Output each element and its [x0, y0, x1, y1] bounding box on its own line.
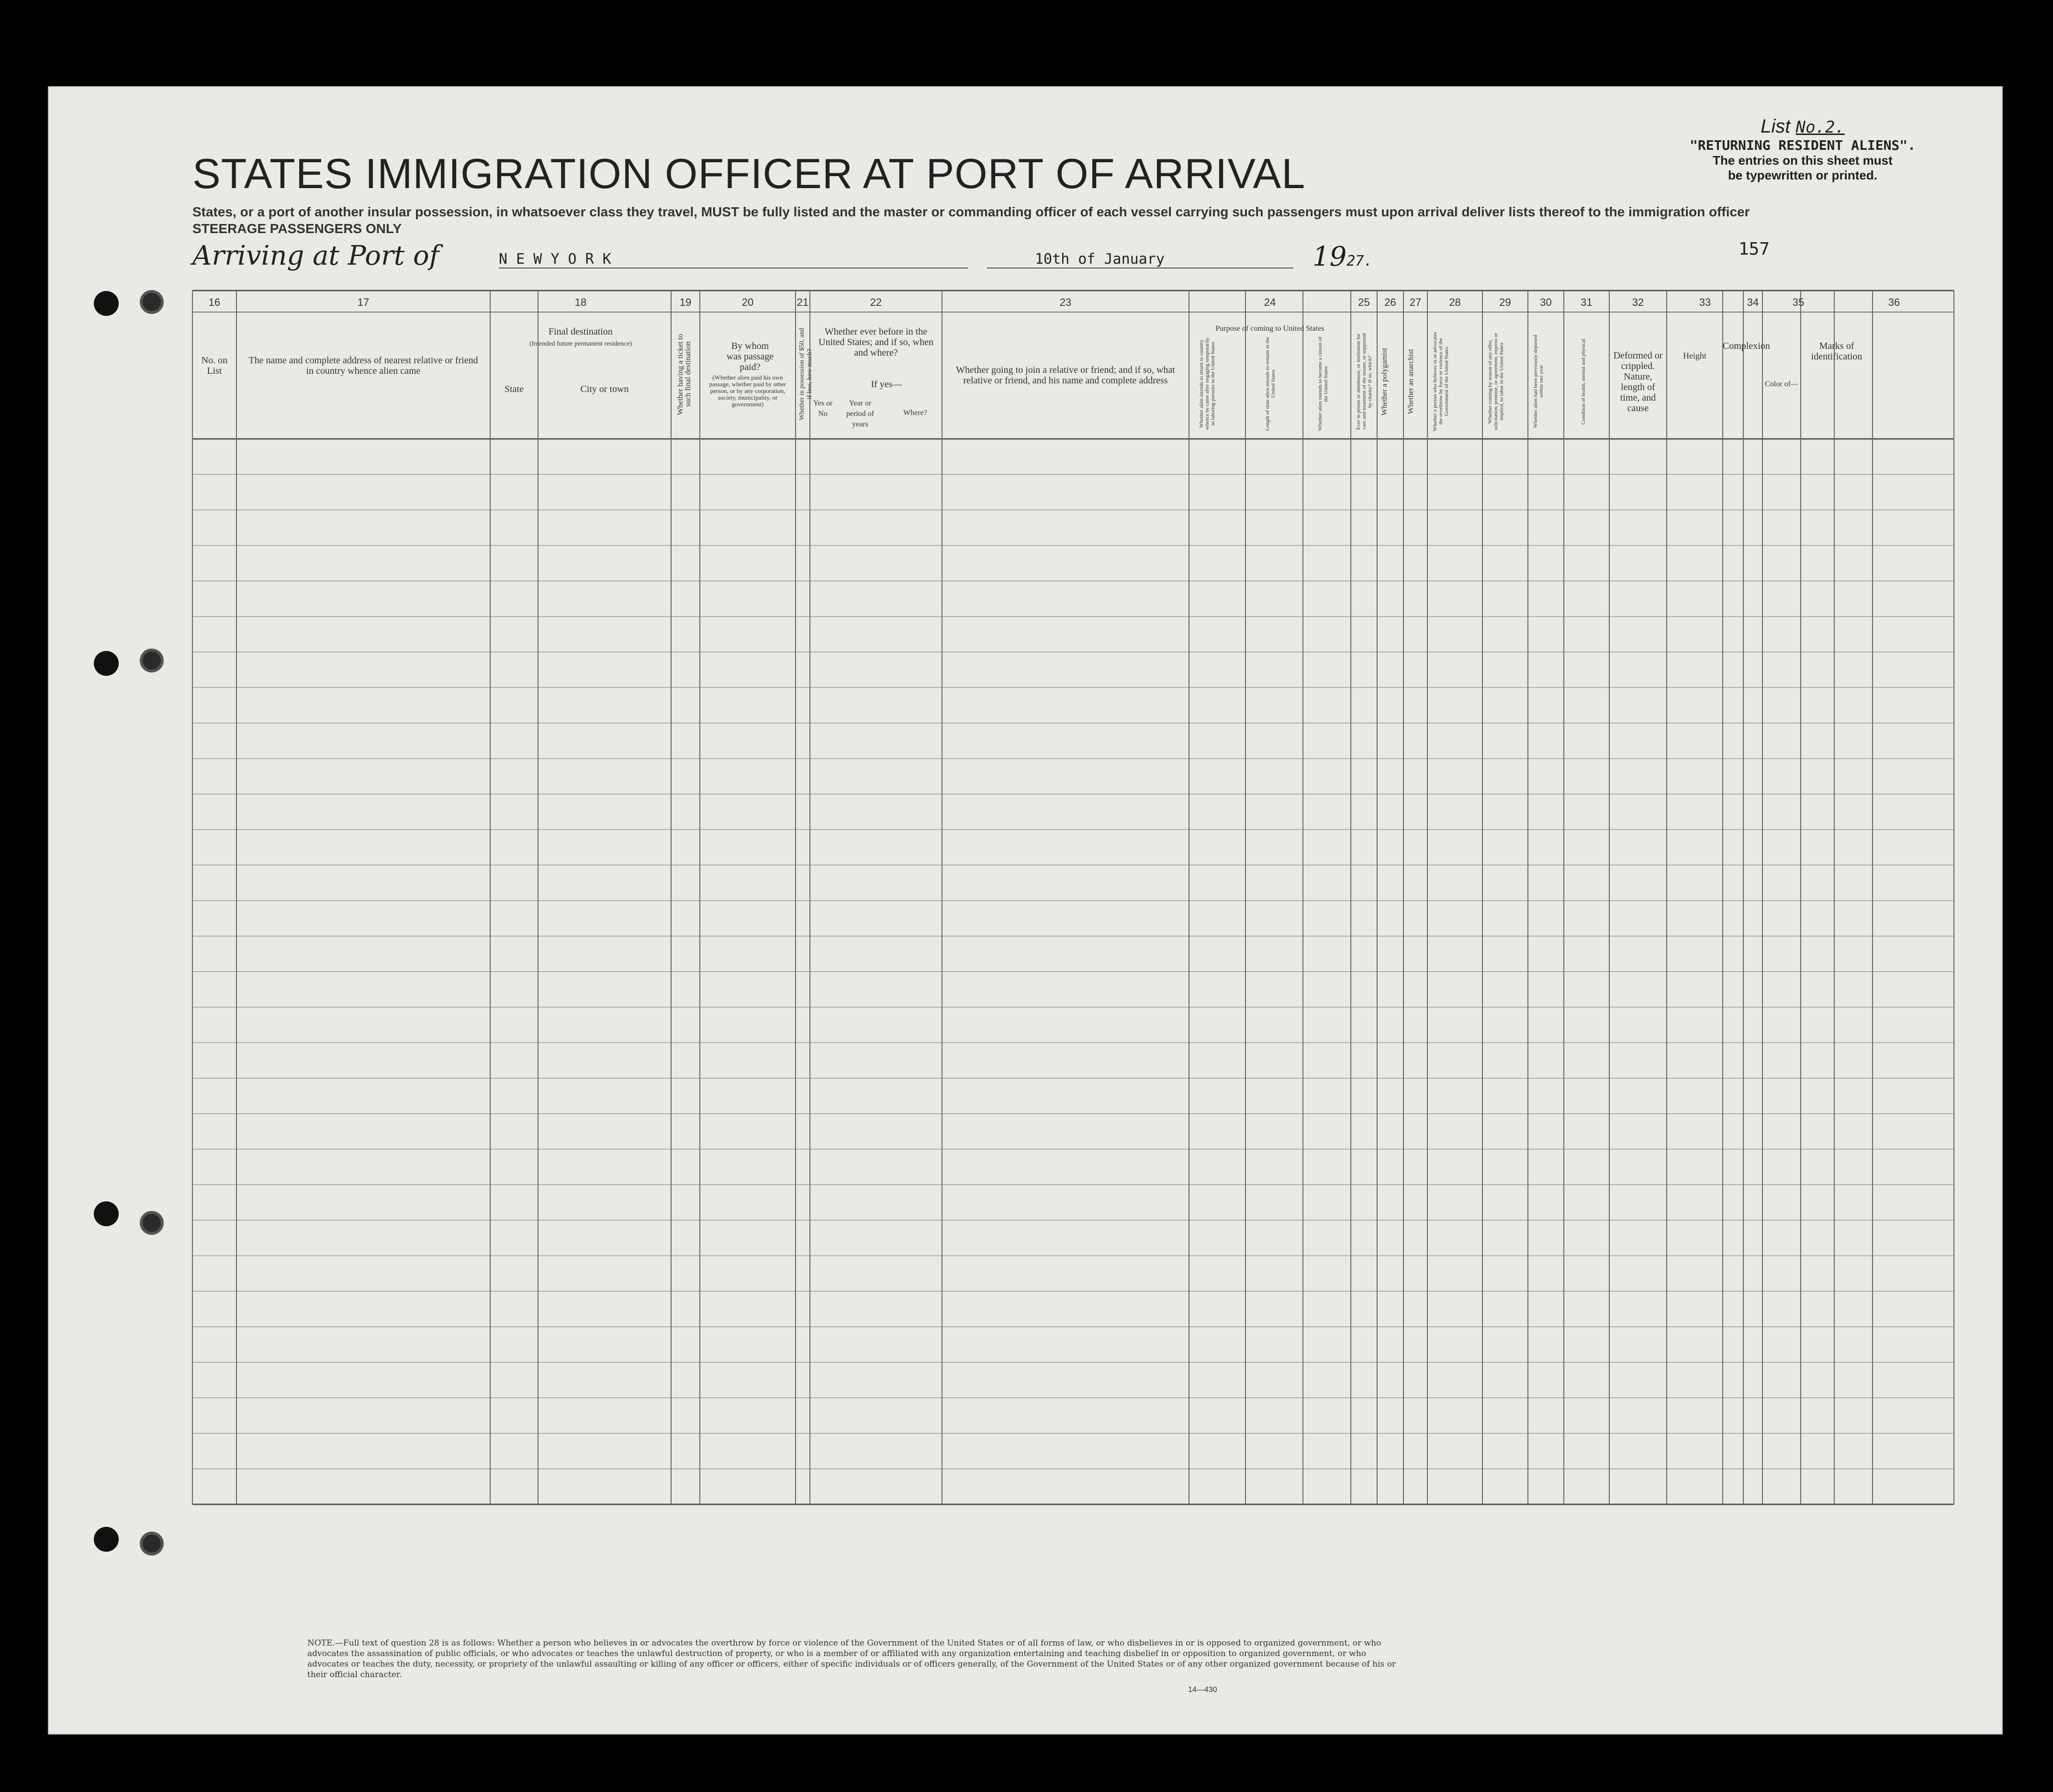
column-header: No. on List: [201, 355, 228, 376]
column-number: 26: [1384, 296, 1396, 308]
column-header: Condition of health, mental and physical: [1581, 338, 1586, 425]
column-number: 25: [1358, 296, 1370, 308]
column-header: Yes or No: [813, 399, 833, 418]
column-header: Whether going to join a relative or friend; and if so, what relative or friend, and his name and complete address: [956, 365, 1175, 386]
column-number: 33: [1699, 296, 1711, 308]
column-header: Color of—: [1765, 380, 1798, 388]
column-number: 24: [1264, 296, 1276, 308]
page-number: 157: [1739, 239, 1770, 259]
page-title: STATES IMMIGRATION OFFICER AT PORT OF ARRIVAL: [192, 150, 1306, 197]
column-number: 30: [1540, 296, 1552, 308]
punch-hole: [140, 1211, 164, 1235]
column-header: (Intended future permanent residence): [529, 340, 632, 347]
year-suffix: 27.: [1346, 253, 1373, 269]
punch-hole: [94, 1527, 119, 1552]
column-number: 29: [1499, 296, 1511, 308]
column-header: Complexion: [1723, 341, 1770, 351]
column-number: 18: [574, 296, 587, 308]
column-header: Whether ever before in the United States; and if so, when and where?: [819, 326, 933, 358]
column-header: State: [505, 384, 524, 394]
list-label: List: [1761, 116, 1791, 137]
column-header: Purpose of coming to United States: [1215, 325, 1324, 333]
column-header: If yes—: [871, 379, 902, 390]
column-header: Whether in possession of $50, and if less, how much?: [798, 328, 813, 421]
column-header: Whether having a ticket to such final destination: [676, 334, 692, 415]
column-header: By whom was passage paid?: [726, 341, 774, 372]
column-header: Whether an anarchist: [1407, 349, 1415, 414]
column-number: 32: [1632, 296, 1644, 308]
form-number: 14—430: [1188, 1686, 1217, 1694]
column-number: 19: [679, 296, 692, 308]
column-header: (Whether alien paid his own passage, whether paid by other person, or by any corporation, society, municipality, or government): [709, 374, 786, 408]
column-number: 36: [1888, 296, 1900, 308]
column-header: Year or period of years: [846, 399, 875, 428]
column-number: 21: [797, 296, 809, 308]
list-number: No.2.: [1795, 118, 1845, 137]
column-header: Whether a polygamist: [1380, 347, 1389, 415]
column-header: Length of time alien intends to remain in the United States: [1265, 336, 1276, 431]
column-header: Whether a person who believes in or advocates the overthrow by force or violence of the Government of the United States: [1432, 332, 1449, 431]
column-number: 34: [1747, 296, 1759, 308]
manifest-sheet: [48, 86, 2003, 1735]
column-number: 23: [1059, 296, 1072, 308]
column-number: 16: [208, 296, 221, 308]
steerage-label: STEERAGE PASSENGERS ONLY: [192, 221, 402, 236]
port-field: N E W Y O R K: [499, 251, 968, 269]
punch-hole: [94, 1201, 119, 1226]
column-header: Whether alien intends to return to country whence he came after engaging temporarily in laboring pursuits in the United States: [1199, 337, 1216, 430]
column-number: 22: [870, 296, 882, 308]
column-header: Ever in prison or almshouse, or institution for care and treatment of the insane, or supported by charity? If so, which?: [1356, 333, 1373, 430]
column-header: Whether alien intends to become a citizen of the United States: [1317, 336, 1329, 431]
column-number: 31: [1581, 296, 1593, 308]
punch-hole: [94, 291, 119, 316]
column-header: Deformed or crippled. Nature, length of time, and cause: [1613, 350, 1663, 414]
column-header: Height: [1683, 351, 1706, 360]
punch-hole: [140, 1532, 164, 1556]
date-field: 10th of January: [987, 251, 1293, 269]
column-number: 27: [1409, 296, 1422, 308]
column-header: Final destination: [549, 326, 613, 337]
footnote: NOTE.—Full text of question 28 is as follows: Whether a person who believes in or advocates the overthrow by force or violence of the Government of the United States or of all forms of law, or who disbelieves in or is opposed to organized government, or who advocates the assassination of public officials, or who advocates or teaches the unlawful destruction of property, or who is a member of or affiliated with any organization entertaining and teaching disbelief in or opposition to organized government, or who advocates or teaches the duty, necessity, or propriety of the unlawful assaulting or killing of any officer or officers, either of specific individuals or of officers generally, of the Government of the United States or of any other organized government because of his or their official character.: [307, 1638, 1396, 1680]
list-type: "RETURNING RESIDENT ALIENS".: [1689, 137, 1916, 153]
column-header: The name and complete address of nearest relative or friend in country whence alien came: [248, 355, 478, 376]
column-header: City or town: [580, 384, 629, 394]
list-note-1: The entries on this sheet must: [1713, 153, 1893, 168]
column-number: 28: [1449, 296, 1461, 308]
column-number: 17: [357, 296, 370, 308]
column-number: 20: [741, 296, 754, 308]
punch-hole: [94, 651, 119, 676]
column-number: 35: [1792, 296, 1805, 308]
year-prefix: 19: [1313, 241, 1347, 272]
column-header: Marks of identification: [1811, 341, 1862, 362]
arriving-label: Arriving at Port of: [192, 240, 439, 271]
punch-hole: [140, 649, 164, 672]
punch-hole: [140, 290, 164, 314]
manifest-table: [49, 87, 2002, 1734]
column-header: Whether alien had been previously deported within one year: [1533, 335, 1544, 428]
list-note-2: be typewritten or printed.: [1728, 168, 1877, 182]
column-header: Where?: [903, 409, 927, 417]
column-header: Whether coming by reason of any offer, solicitation, promise, or agreement, express or implied, to labor in the United States: [1487, 333, 1504, 430]
instruction-line: States, or a port of another insular possession, in whatsoever class they travel, MUST be fully listed and the master or commanding officer of each vessel carrying such passengers must upon arrival deliver lists thereof to the immigration officer: [192, 204, 1750, 219]
